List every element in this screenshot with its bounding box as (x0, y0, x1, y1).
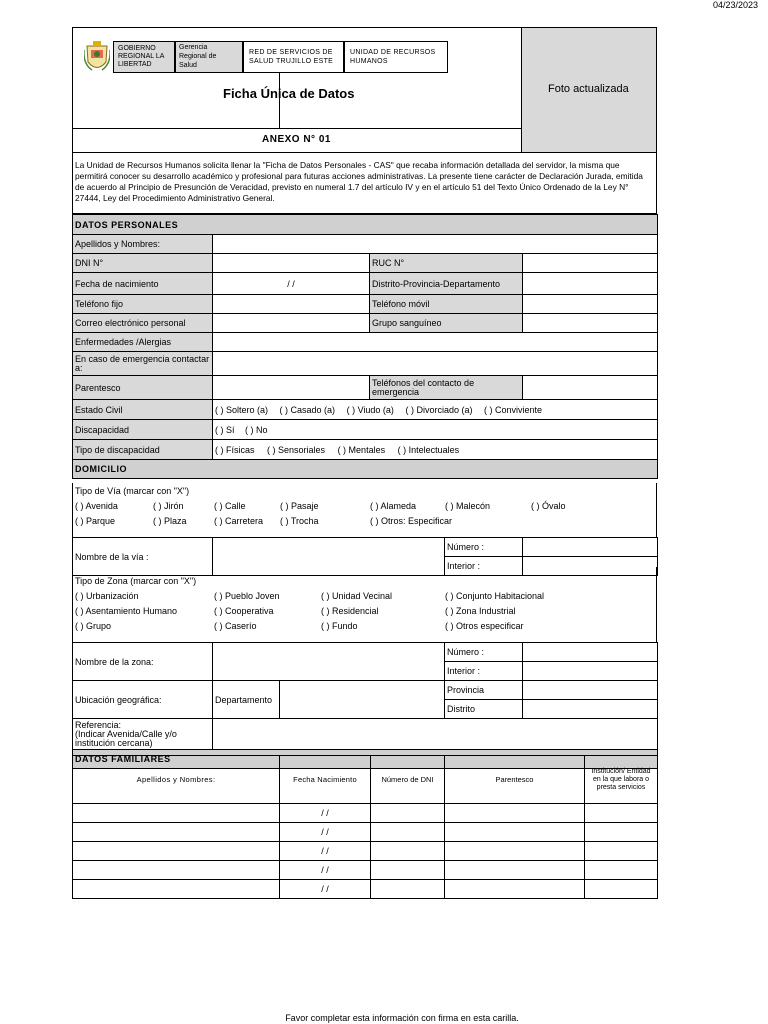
gerencia-box: Gerencia Regional de Salud (175, 41, 243, 73)
via-trocha[interactable]: ( ) Trocha (280, 516, 319, 526)
fam-row-5-institucion[interactable] (585, 880, 658, 899)
input-fecha-nac[interactable]: / / (213, 273, 370, 295)
label-telefono-movil: Teléfono móvil (370, 295, 523, 314)
form-title: Ficha Única de Datos (223, 86, 355, 101)
zona-unidad-vecinal[interactable]: ( ) Unidad Vecinal (321, 591, 393, 601)
tipo-zona-box (72, 567, 657, 643)
label-telefono-fijo: Teléfono fijo (73, 295, 213, 314)
zona-industrial[interactable]: ( ) Zona Industrial (445, 606, 516, 616)
tipo-disc-options (213, 440, 658, 460)
label-distrito-geo: Distrito (445, 700, 523, 719)
label-interior-via: Interior : (445, 557, 523, 576)
input-parentesco[interactable] (213, 376, 370, 400)
input-emergencia[interactable] (213, 352, 658, 376)
header-fecha-nac: Fecha Nacimiento (280, 756, 371, 804)
label-ubicacion: Ubicación geográfica: (73, 681, 213, 719)
intro-box (72, 152, 657, 214)
zona-caserio[interactable]: ( ) Caserío (214, 621, 257, 631)
estado-civil-options (213, 400, 658, 420)
option-sensoriales[interactable]: ( ) Sensoriales (267, 444, 326, 455)
fam-row-2-institucion[interactable] (585, 823, 658, 842)
option-soltero[interactable]: ( ) Soltero (a) (215, 404, 269, 415)
input-referencia[interactable] (213, 719, 658, 750)
intro-text: La Unidad de Recursos Humanos solicita llenar la "Ficha de Datos Personales - CAS" que recaba información detallada del servidor, la misma que permitirá conocer su desarrollo académico y profesional para futuras acciones administrativas. La presente tiene carácter de Declaración Jurada, emitida de acuerdo al Principio de Presunción de Veracidad, previsto en numeral 1.7 del artículo IV y en el artículo 51 del Texto Único Ordenado de la Ley N° 27444, Ley del Procedimiento Administrativo General. (75, 160, 643, 203)
zona-ubicacion-table (72, 642, 658, 769)
tipo-zona-label: Tipo de Zona (marcar con "X") (75, 576, 197, 586)
label-departamento: Departamento (213, 681, 280, 719)
via-parque[interactable]: ( ) Parque (75, 516, 116, 526)
tipo-via-label: Tipo de Vía (marcar con "X") (75, 486, 190, 496)
via-plaza[interactable]: ( ) Plaza (153, 516, 187, 526)
input-provincia[interactable] (523, 681, 658, 700)
fam-row-4-nombre[interactable] (73, 861, 280, 880)
fam-row-2-nombre[interactable] (73, 823, 280, 842)
header-apellidos: Apellidos y Nombres: (73, 756, 280, 804)
label-nombre-via: Nombre de la vía : (73, 538, 213, 576)
fam-row-5-fecha[interactable]: / / (280, 880, 371, 899)
via-pasaje[interactable]: ( ) Pasaje (280, 501, 319, 511)
fam-row-5-dni[interactable] (371, 880, 445, 899)
label-correo: Correo electrónico personal (73, 314, 213, 333)
fam-row-4-fecha[interactable]: / / (280, 861, 371, 880)
gobierno-box: GOBIERNO REGIONAL LA LIBERTAD (113, 41, 175, 73)
unidad-box: UNIDAD DE RECURSOS HUMANOS (344, 41, 448, 73)
via-calle[interactable]: ( ) Calle (214, 501, 246, 511)
input-telefono-fijo[interactable] (213, 295, 370, 314)
header-dni: Número de DNI (371, 756, 445, 804)
fam-row-2-parentesco[interactable] (445, 823, 585, 842)
fam-row-4-dni[interactable] (371, 861, 445, 880)
label-tel-contacto: Teléfonos del contacto de emergencia (370, 376, 523, 400)
option-si[interactable]: ( ) Sí (215, 424, 235, 435)
fam-row-1-fecha[interactable]: / / (280, 804, 371, 823)
via-malecon[interactable]: ( ) Malecón (445, 501, 491, 511)
fam-row-3-nombre[interactable] (73, 842, 280, 861)
option-intelectuales[interactable]: ( ) Intelectuales (397, 444, 460, 455)
zona-asentamiento[interactable]: ( ) Asentamiento Humano (75, 606, 178, 616)
section-domicilio: DOMICILIO (73, 460, 658, 479)
fam-row-3-institucion[interactable] (585, 842, 658, 861)
header-institucion: Institución/ Entidad en la que labora o presta servicios (585, 756, 658, 804)
zona-pueblo-joven[interactable]: ( ) Pueblo Joven (214, 591, 280, 601)
input-numero-via[interactable] (523, 538, 658, 557)
fam-row-5-parentesco[interactable] (445, 880, 585, 899)
via-jiron[interactable]: ( ) Jirón (153, 501, 184, 511)
via-otros[interactable]: ( ) Otros: Especificar (370, 516, 453, 526)
input-ruc[interactable] (523, 254, 658, 273)
label-numero-via: Número : (445, 538, 523, 557)
input-telefono-movil[interactable] (523, 295, 658, 314)
zona-otros[interactable]: ( ) Otros especificar (445, 621, 524, 631)
label-discapacidad: Discapacidad (73, 420, 213, 440)
zona-residencial[interactable]: ( ) Residencial (321, 606, 379, 616)
label-estado-civil: Estado Civil (73, 400, 213, 420)
input-distrito[interactable] (523, 273, 658, 295)
header-parentesco: Parentesco (445, 756, 585, 804)
familiares-table (72, 755, 658, 899)
via-ovalo[interactable]: ( ) Óvalo (531, 501, 566, 511)
option-conviviente[interactable]: ( ) Conviviente (483, 404, 543, 415)
input-nombre-zona[interactable] (213, 643, 445, 681)
option-fisicas[interactable]: ( ) Físicas (215, 444, 255, 455)
personal-data-table (72, 214, 658, 479)
section-personal: DATOS PERSONALES (73, 215, 658, 235)
input-tel-contacto[interactable] (523, 376, 658, 400)
zona-urbanizacion[interactable]: ( ) Urbanización (75, 591, 139, 601)
via-avenida[interactable]: ( ) Avenida (75, 501, 118, 511)
label-parentesco: Parentesco (73, 376, 213, 400)
zona-cooperativa[interactable]: ( ) Cooperativa (214, 606, 274, 616)
section-familiares: DATOS FAMILIARES (73, 750, 658, 769)
label-ruc: RUC N° (370, 254, 523, 273)
via-alameda[interactable]: ( ) Alameda (370, 501, 417, 511)
label-nombre-zona: Nombre de la zona: (73, 643, 213, 681)
fam-row-5-nombre[interactable] (73, 880, 280, 899)
label-emergencia: En caso de emergencia contactar a: (73, 352, 213, 376)
label-interior-zona: Interior : (445, 662, 523, 681)
label-distrito: Distrito-Provincia-Departamento (370, 273, 523, 295)
label-fecha-nac: Fecha de nacimiento (73, 273, 213, 295)
input-departamento[interactable] (280, 681, 445, 719)
label-apellidos: Apellidos y Nombres: (73, 235, 213, 254)
fam-row-1-parentesco[interactable] (445, 804, 585, 823)
label-dni: DNI N° (73, 254, 213, 273)
fam-row-2-dni[interactable] (371, 823, 445, 842)
print-date: 04/23/2023 (712, 0, 758, 10)
footer-note: Favor completar esta información con firma en esta carilla. (285, 1013, 519, 1023)
label-numero-zona: Número : (445, 643, 523, 662)
fam-row-4-parentesco[interactable] (445, 861, 585, 880)
label-tipo-disc: Tipo de discapacidad (73, 440, 213, 460)
label-enfermedades: Enfermedades /Alergias (73, 333, 213, 352)
fam-row-2-fecha[interactable]: / / (280, 823, 371, 842)
zona-conjunto[interactable]: ( ) Conjunto Habitacional (445, 591, 545, 601)
via-carretera[interactable]: ( ) Carretera (214, 516, 264, 526)
tipo-via-box (72, 483, 657, 538)
fam-row-1-nombre[interactable] (73, 804, 280, 823)
label-grupo: Grupo sanguíneo (370, 314, 523, 333)
option-divorciado[interactable]: ( ) Divorciado (a) (405, 404, 473, 415)
input-dni[interactable] (213, 254, 370, 273)
fam-row-1-dni[interactable] (371, 804, 445, 823)
input-enfermedades[interactable] (213, 333, 658, 352)
fam-row-3-dni[interactable] (371, 842, 445, 861)
input-numero-zona[interactable] (523, 643, 658, 662)
photo-label: Foto actualizada (548, 83, 629, 95)
photo-box (522, 28, 656, 152)
option-viudo[interactable]: ( ) Viudo (a) (346, 404, 394, 415)
input-apellidos[interactable] (213, 235, 658, 254)
zona-grupo[interactable]: ( ) Grupo (75, 621, 112, 631)
input-correo[interactable] (213, 314, 370, 333)
red-box: RED DE SERVICIOS DE SALUD TRUJILLO ESTE (243, 41, 344, 73)
zona-fundo[interactable]: ( ) Fundo (321, 621, 358, 631)
option-no[interactable]: ( ) No (245, 424, 268, 435)
fam-row-1-institucion[interactable] (585, 804, 658, 823)
input-distrito-geo[interactable] (523, 700, 658, 719)
regional-seal-logo (84, 40, 110, 74)
option-mentales[interactable]: ( ) Mentales (337, 444, 386, 455)
label-referencia: Referencia: (Indicar Avenida/Calle y/o institución cercana) (73, 719, 213, 750)
label-provincia: Provincia (445, 681, 523, 700)
annex-label: ANEXO N° 01 (262, 134, 331, 145)
fam-row-3-parentesco[interactable] (445, 842, 585, 861)
option-casado[interactable]: ( ) Casado (a) (279, 404, 336, 415)
discapacidad-options (213, 420, 658, 440)
fam-row-3-fecha[interactable]: / / (280, 842, 371, 861)
input-grupo[interactable] (523, 314, 658, 333)
fam-row-4-institucion[interactable] (585, 861, 658, 880)
input-interior-zona[interactable] (523, 662, 658, 681)
